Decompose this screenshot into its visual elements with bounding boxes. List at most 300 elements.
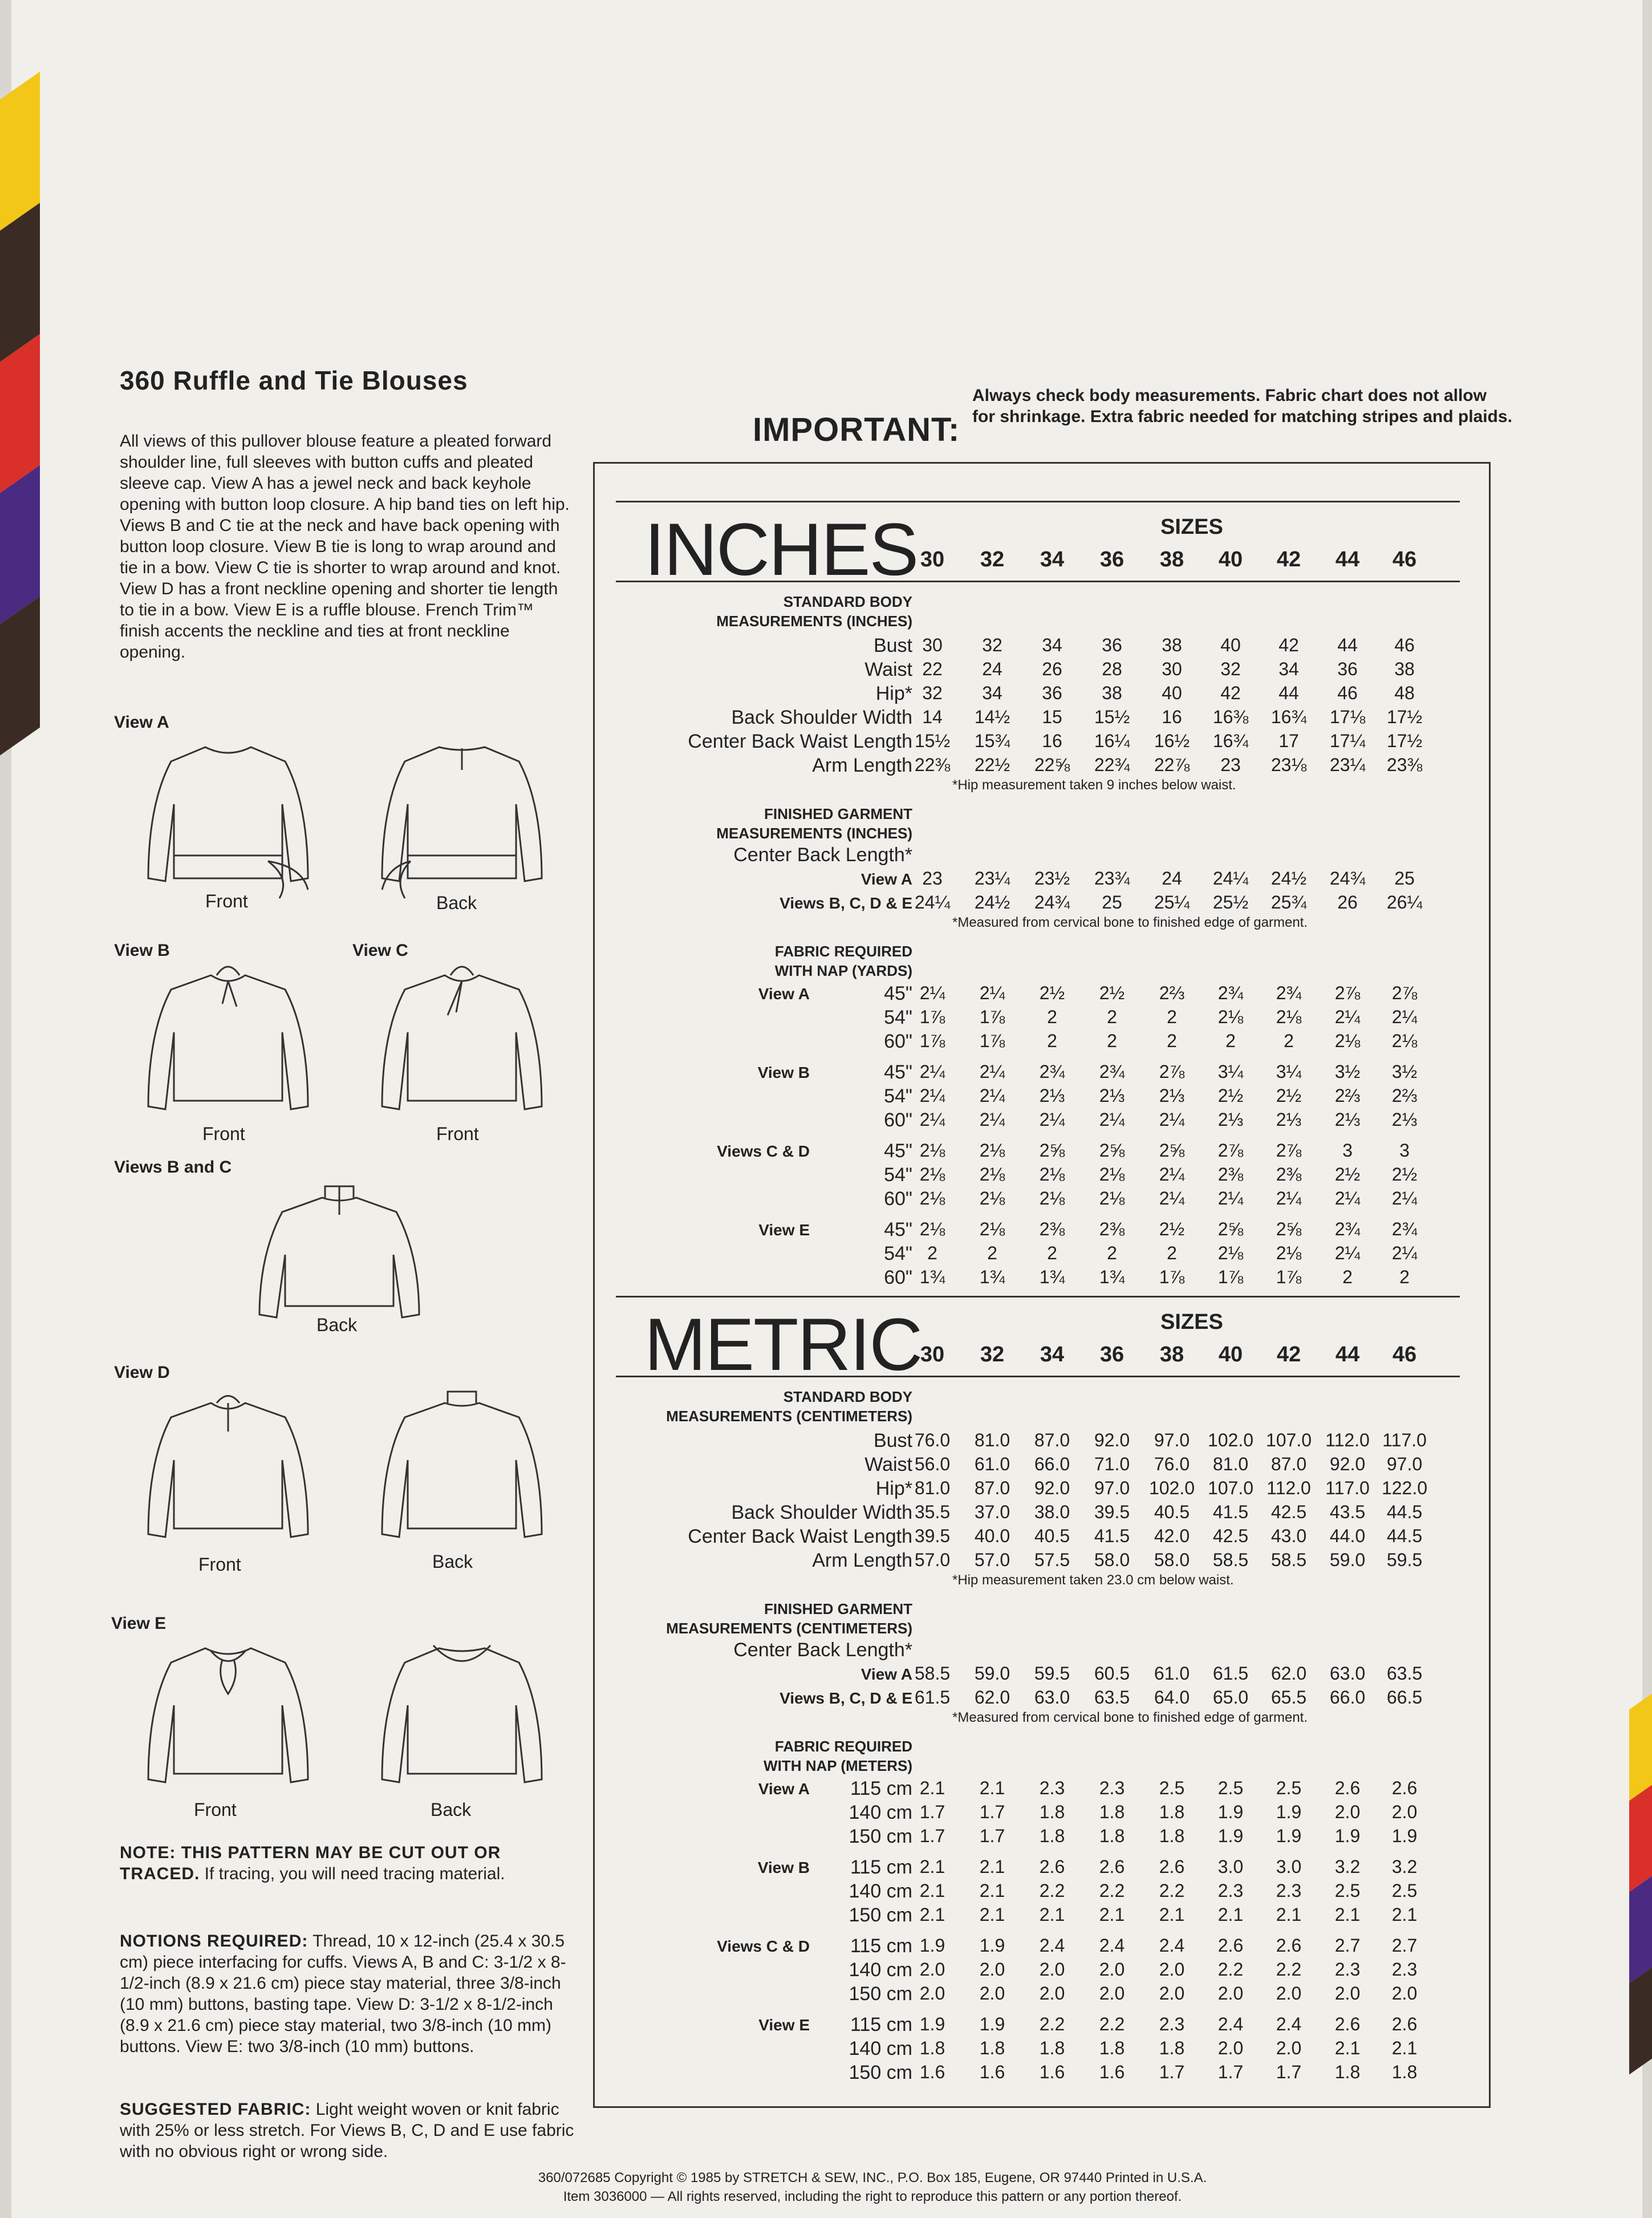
metric-fabric-cell: 2.7	[1391, 1935, 1418, 1956]
inches-size-46: 46	[1392, 548, 1417, 571]
metric-fabric-cell: 1.8	[1099, 1826, 1125, 1846]
metric-body-row-label: Center Back Waist Length	[688, 1526, 912, 1547]
metric-fabric-cell: 2.1	[1334, 2038, 1361, 2058]
inches-fabric-cell: 2¼	[1334, 1007, 1361, 1027]
inches-body-cell: 14½	[974, 707, 1010, 727]
inches-body-cell: 23⅜	[1386, 755, 1423, 775]
metric-fabric-cell: 2.2	[1099, 2014, 1125, 2034]
inches-fabric-cell: 2⅞	[1159, 1061, 1185, 1082]
inches-body-cell: 16¼	[1094, 731, 1130, 751]
inches-body-cell: 22⅝	[1034, 755, 1070, 775]
inches-fabric-cell: 2¼	[919, 1109, 945, 1130]
inches-finished-cell: 24½	[1271, 868, 1307, 889]
metric-size-36: 36	[1099, 1343, 1125, 1367]
inches-fabric-cell: 2⅛	[1039, 1164, 1065, 1185]
metric-finished-cell: 63.0	[1034, 1687, 1070, 1708]
inches-finished-cell: 24¾	[1034, 892, 1070, 913]
inches-finished-cell: 24¾	[1329, 868, 1366, 889]
metric-fabric-cell: 2.6	[1391, 2014, 1418, 2034]
inches-fabric-cell: 2½	[1276, 1085, 1302, 1106]
metric-fabric-cell: 1.8	[979, 2038, 1005, 2058]
inches-fabric-cell: 2⅜	[1217, 1164, 1244, 1185]
inches-fabric-cell: 2⅛	[1217, 1007, 1244, 1027]
inches-fabric-cell: 2¼	[1099, 1109, 1125, 1130]
view-b-front-sketch	[137, 958, 319, 1124]
metric-body-cell: 87.0	[1034, 1430, 1070, 1450]
inches-fabric-cell: 2⅛	[979, 1164, 1005, 1185]
inches-fabric-group-label: View B	[757, 1064, 810, 1081]
inches-body-cell: 23¼	[1329, 755, 1366, 775]
inches-fabric-cell: 2⅛	[919, 1219, 945, 1239]
metric-cbl-label: Center Back Length*	[733, 1639, 912, 1661]
metric-fabric-cell: 2.0	[1099, 1959, 1125, 1980]
inches-body-cell: 42	[1220, 683, 1241, 703]
metric-body-cell: 97.0	[1386, 1454, 1423, 1474]
inches-body-cell: 22	[922, 659, 943, 679]
metric-fabric-cell: 2.0	[1159, 1983, 1185, 2004]
metric-fabric-cell: 2.5	[1391, 1880, 1418, 1901]
inches-fabric-cell: 2¼	[1159, 1164, 1185, 1185]
metric-fabric-cell: 2.0	[1099, 1983, 1125, 2004]
metric-fabric-cell: 2.0	[1334, 1983, 1361, 2004]
inches-finished-cell: 23¼	[974, 868, 1010, 889]
inches-body-cell: 34	[982, 683, 1002, 703]
metric-body-cell: 66.0	[1034, 1454, 1070, 1474]
metric-body-cell: 112.0	[1267, 1478, 1311, 1498]
inches-fabric-cell: 2¼	[1039, 1109, 1065, 1130]
inches-fabric-cell: 1⅞	[979, 1031, 1005, 1051]
inches-body-cell: 34	[1042, 635, 1062, 655]
inches-body-row-label: Back Shoulder Width	[731, 707, 912, 728]
inches-fabric-cell: 2	[1167, 1031, 1177, 1051]
inches-body-cell: 14	[922, 707, 943, 727]
metric-fabric-cell: 1.8	[1039, 2038, 1065, 2058]
metric-body-cell: 59.5	[1386, 1550, 1423, 1570]
inches-fabric-cell: 3½	[1391, 1061, 1418, 1082]
metric-finished-cell: 59.5	[1034, 1663, 1070, 1684]
metric-fabric-cell: 1.7	[1217, 2062, 1244, 2082]
inches-fabric-cell: 2⅞	[1217, 1140, 1244, 1161]
inches-body-cell: 36	[1042, 683, 1062, 703]
inches-fabric-cell: 3¼	[1276, 1061, 1302, 1082]
metric-fabric-cell: 2.1	[919, 1778, 945, 1798]
metric-body-cell: 87.0	[1271, 1454, 1307, 1474]
metric-fabric-cell: 2.0	[1334, 1802, 1361, 1822]
inches-fabric-cell: 1¾	[1039, 1267, 1065, 1287]
metric-fabric-cell: 1.9	[1276, 1802, 1302, 1822]
metric-fabric-cell: 2.4	[1217, 2014, 1244, 2034]
metric-fabric-cell: 2.6	[1217, 1935, 1244, 1956]
metric-body-cell: 35.5	[914, 1502, 951, 1522]
view-d-back-caption: Back	[432, 1551, 473, 1572]
metric-fabric-cell: 1.7	[1159, 2062, 1185, 2082]
metric-body-cell: 40.5	[1154, 1502, 1190, 1522]
inches-finished-cell: 24	[1162, 868, 1182, 889]
inches-fabric-cell: 2	[927, 1243, 937, 1263]
tracing-note-head: NOTE: THIS PATTERN MAY BE CUT OUT OR TRACED.	[120, 1843, 501, 1883]
metric-fabric-width: 150 cm	[849, 2062, 912, 2083]
metric-fabric-cell: 1.7	[919, 1802, 945, 1822]
metric-body-cell: 58.0	[1094, 1550, 1130, 1570]
metric-size-38: 38	[1159, 1343, 1184, 1367]
inches-fabric-cell: 2⅛	[979, 1219, 1005, 1239]
metric-fabric-cell: 2.1	[1217, 1904, 1244, 1925]
inches-fabric-cell: 2⅛	[1217, 1243, 1244, 1263]
inches-body-cell: 22⅜	[914, 755, 951, 775]
metric-fabric-cell: 2.1	[1039, 1904, 1065, 1925]
inches-fabric-cell: 2	[1225, 1031, 1236, 1051]
metric-fabric-cell: 2.3	[1334, 1959, 1361, 1980]
view-e-front-caption: Front	[194, 1799, 237, 1820]
inches-fabric-cell: 2¾	[1276, 983, 1302, 1003]
inches-body-cell: 44	[1278, 683, 1299, 703]
metric-fabric-cell: 1.9	[979, 2014, 1005, 2034]
inches-fabric-cell: 2	[1167, 1007, 1177, 1027]
metric-fabric-cell: 2.6	[1334, 2014, 1361, 2034]
inches-body-cell: 15½	[1094, 707, 1130, 727]
inches-cervical-note: *Measured from cervical bone to finished edge of garment.	[952, 915, 1308, 930]
metric-body-cell: 92.0	[1094, 1430, 1130, 1450]
inches-fabric-cell: 2⅓	[1039, 1085, 1065, 1106]
metric-fabric-cell: 2.3	[1276, 1880, 1302, 1901]
metric-fabric-width: 140 cm	[849, 1959, 912, 1981]
metric-finished-cell: 63.0	[1329, 1663, 1366, 1684]
inches-fabric-cell: 1⅞	[1276, 1267, 1302, 1287]
inches-body-cell: 22¾	[1094, 755, 1130, 775]
metric-size-42: 42	[1276, 1343, 1301, 1367]
metric-finished-cell: 62.0	[1271, 1663, 1307, 1684]
view-c-label: View C	[352, 941, 408, 960]
metric-fabric-width: 115 cm	[850, 2014, 912, 2035]
inches-fabric-cell: 2⅝	[1276, 1219, 1302, 1239]
inches-body-cell: 22⅞	[1154, 755, 1190, 775]
metric-fabric-cell: 2.0	[1276, 2038, 1302, 2058]
metric-body-cell: 92.0	[1034, 1478, 1070, 1498]
inches-fabric-cell: 2⅜	[1099, 1219, 1125, 1239]
inches-finished-cell: 23	[922, 868, 943, 889]
inches-fabric-width: 60"	[884, 1109, 912, 1131]
metric-fabric-width: 150 cm	[849, 1826, 912, 1847]
metric-finished-cell: 64.0	[1154, 1687, 1190, 1708]
metric-body-cell: 76.0	[914, 1430, 951, 1450]
inches-fabric-cell: 1⅞	[919, 1031, 945, 1051]
inches-top-rule	[616, 501, 1460, 502]
metric-body-cell: 42.5	[1271, 1502, 1307, 1522]
inches-fabric-cell: 2⅓	[1159, 1085, 1185, 1106]
metric-finished-head: FINISHED GARMENT MEASUREMENTS (CENTIMETERS)	[666, 1600, 912, 1637]
inches-fabric-cell: 2⅛	[1334, 1031, 1361, 1051]
notions-required	[120, 1931, 576, 2057]
inches-fabric-cell: 2¼	[1334, 1188, 1361, 1209]
metric-fabric-cell: 2.1	[979, 1778, 1005, 1798]
inches-body-cell: 22½	[974, 755, 1010, 775]
metric-fabric-cell: 2.1	[1391, 1904, 1418, 1925]
inches-fabric-cell: 2⅝	[1039, 1140, 1065, 1161]
metric-fabric-cell: 2.4	[1099, 1935, 1125, 1956]
inches-finished-cell: 24½	[974, 892, 1010, 913]
metric-body-cell: 81.0	[1212, 1454, 1249, 1474]
metric-fabric-cell: 2.2	[1039, 1880, 1065, 1901]
tracing-note	[120, 1842, 576, 1884]
metric-fabric-cell: 2.3	[1217, 1880, 1244, 1901]
metric-fabric-cell: 2.1	[919, 1856, 945, 1877]
metric-fabric-cell: 2.3	[1391, 1959, 1418, 1980]
inches-fabric-cell: 2¼	[1159, 1109, 1185, 1130]
pattern-description: All views of this pullover blouse feature a pleated forward shoulder line, full sleeves with button cuffs and pleated sleeve cap. View A has a jewel neck and back keyhole opening with button loop closure. A hip band ties on left hip. Views B and C tie at the neck and have back opening with button loop closure. View B tie is long to wrap around and tie in a bow. View C tie is shorter to wrap around and knot. View D has a front neckline opening and shorter tie length to tie in a bow. View E is a ruffle blouse. French Trim™ finish accents the neckline and ties at front neckline opening.	[120, 432, 570, 662]
inches-fabric-cell: 2½	[1334, 1164, 1361, 1185]
metric-finished-cell: 66.5	[1386, 1687, 1423, 1708]
metric-fabric-cell: 1.8	[1099, 1802, 1125, 1822]
inches-body-cell: 40	[1220, 635, 1241, 655]
inches-body-cell: 23	[1220, 755, 1241, 775]
metric-body-cell: 81.0	[974, 1430, 1010, 1450]
inches-finished-cell: 25¾	[1271, 892, 1307, 913]
inches-fabric-cell: 3	[1399, 1140, 1410, 1161]
inches-body-head: STANDARD BODY MEASUREMENTS (INCHES)	[716, 593, 912, 630]
inches-fabric-cell: 2⅛	[919, 1140, 945, 1161]
metric-body-cell: 58.0	[1154, 1550, 1190, 1570]
inches-body-cell: 38	[1102, 683, 1122, 703]
metric-fabric-cell: 2.1	[979, 1856, 1005, 1877]
inches-fabric-group-label: View E	[758, 1221, 810, 1239]
metric-cervical-note: *Measured from cervical bone to finished edge of garment.	[952, 1710, 1308, 1725]
metric-fabric-cell: 1.7	[1276, 2062, 1302, 2082]
metric-fabric-group-label: View B	[757, 1859, 810, 1876]
inches-body-row-label: Waist	[864, 659, 912, 680]
inches-fabric-cell: 2¼	[1391, 1188, 1418, 1209]
metric-body-cell: 57.0	[914, 1550, 951, 1570]
metric-body-row-label: Bust	[873, 1430, 912, 1451]
inches-fabric-cell: 2¼	[979, 1085, 1005, 1106]
metric-fabric-cell: 2.2	[1217, 1959, 1244, 1980]
inches-size-44: 44	[1335, 548, 1360, 571]
metric-fabric-cell: 1.8	[1159, 1826, 1185, 1846]
metric-sizes-label: SIZES	[1160, 1310, 1223, 1334]
inches-body-cell: 30	[922, 635, 943, 655]
metric-fabric-cell: 2.0	[1391, 1983, 1418, 2004]
metric-body-cell: 81.0	[914, 1478, 951, 1498]
inches-body-cell: 30	[1162, 659, 1182, 679]
pattern-title: 360 Ruffle and Tie Blouses	[120, 366, 468, 395]
metric-fabric-cell: 1.7	[979, 1826, 1005, 1846]
view-a-back-caption: Back	[436, 893, 477, 913]
metric-fabric-cell: 2.0	[1159, 1959, 1185, 1980]
metric-fabric-cell: 1.9	[919, 1935, 945, 1956]
metric-fabric-width: 115 cm	[850, 1856, 912, 1878]
inches-hip-note: *Hip measurement taken 9 inches below waist.	[952, 777, 1236, 793]
metric-fabric-width: 140 cm	[849, 1802, 912, 1823]
metric-fabric-cell: 1.9	[919, 2014, 945, 2034]
metric-finished-cell: 60.5	[1094, 1663, 1130, 1684]
metric-fabric-group-label: View A	[758, 1780, 810, 1798]
inches-fabric-cell: 2½	[1039, 983, 1065, 1003]
inches-body-cell: 36	[1337, 659, 1358, 679]
inches-fabric-group-label: Views C & D	[717, 1142, 810, 1160]
metric-body-cell: 39.5	[914, 1526, 951, 1546]
metric-fabric-cell: 2.0	[1391, 1802, 1418, 1822]
metric-fabric-cell: 1.8	[1334, 2062, 1361, 2082]
metric-finished-cell: 59.0	[974, 1663, 1010, 1684]
metric-fabric-cell: 1.7	[919, 1826, 945, 1846]
inches-body-cell: 16¾	[1271, 707, 1307, 727]
view-a-front-caption: Front	[205, 891, 248, 911]
notions-body: Thread, 10 x 12-inch (25.4 x 30.5 cm) piece interfacing for cuffs. Views A, B and C: 3-1/2 x 8-1/2-inch (8.9 x 21.6 cm) piece stay material, three 3/8-inch (10 mm) buttons, basting tape. View D: 3-1/2 x 8-1/2-inch (8.9 x 21.6 cm) piece stay material, two 3/8-inch (10 mm) buttons. View E: two 3/8-inch (10 mm) buttons.	[120, 1932, 566, 2056]
inches-fabric-cell: 2⅛	[979, 1188, 1005, 1209]
inches-body-cell: 26	[1042, 659, 1062, 679]
metric-size-34: 34	[1040, 1343, 1065, 1367]
inches-fabric-width: 45"	[884, 1061, 912, 1083]
metric-fabric-cell: 2.5	[1334, 1880, 1361, 1901]
metric-finished-cell: 58.5	[914, 1663, 951, 1684]
metric-body-cell: 43.5	[1329, 1502, 1366, 1522]
metric-fabric-cell: 1.8	[1159, 1802, 1185, 1822]
metric-fabric-cell: 1.9	[1391, 1826, 1418, 1846]
metric-body-cell: 107.0	[1207, 1478, 1254, 1498]
inches-fabric-cell: 3½	[1334, 1061, 1361, 1082]
metric-fabric-cell: 1.9	[1217, 1826, 1244, 1846]
inches-fabric-cell: 2⅓	[1276, 1109, 1302, 1130]
inches-fabric-cell: 2¼	[1276, 1188, 1302, 1209]
metric-finished-cell: 62.0	[974, 1687, 1010, 1708]
inches-fabric-cell: 2	[987, 1243, 997, 1263]
inches-body-cell: 38	[1394, 659, 1415, 679]
inches-fabric-cell: 2¾	[1099, 1061, 1125, 1082]
inches-fabric-cell: 2⅛	[1099, 1164, 1125, 1185]
inches-fabric-cell: 2½	[1391, 1164, 1418, 1185]
inches-fabric-cell: 2⅜	[1276, 1164, 1302, 1185]
inches-fabric-cell: 2¾	[1217, 983, 1244, 1003]
view-d-front-caption: Front	[198, 1554, 241, 1575]
inches-finished-cell: 26	[1337, 892, 1358, 913]
metric-body-cell: 40.5	[1034, 1526, 1070, 1546]
inches-fabric-cell: 2¼	[979, 1109, 1005, 1130]
metric-fabric-cell: 2.1	[1391, 2038, 1418, 2058]
inches-fabric-cell: 2⅔	[1391, 1085, 1418, 1106]
views-bc-back-caption: Back	[316, 1315, 358, 1335]
metric-fabric-cell: 2.6	[1334, 1778, 1361, 1798]
metric-body-cell: 59.0	[1329, 1550, 1366, 1570]
metric-fabric-head: FABRIC REQUIRED WITH NAP (METERS)	[764, 1738, 912, 1774]
view-a-front-sketch	[137, 736, 319, 901]
metric-fabric-cell: 2.0	[1039, 1983, 1065, 2004]
inches-body-cell: 17¼	[1329, 731, 1366, 751]
metric-finished-row-label: Views B, C, D & E	[780, 1689, 912, 1707]
metric-finished-cell: 65.5	[1271, 1687, 1307, 1708]
view-e-front-sketch	[137, 1631, 319, 1797]
metric-fabric-cell: 1.8	[1039, 1826, 1065, 1846]
metric-fabric-cell: 2.1	[1159, 1904, 1185, 1925]
metric-fabric-cell: 2.4	[1039, 1935, 1065, 1956]
inches-body-cell: 32	[922, 683, 943, 703]
metric-body-cell: 42.5	[1212, 1526, 1249, 1546]
metric-body-cell: 102.0	[1148, 1478, 1195, 1498]
inches-fabric-width: 54"	[884, 1007, 912, 1028]
metric-body-head: STANDARD BODY MEASUREMENTS (CENTIMETERS)	[666, 1388, 912, 1425]
metric-fabric-cell: 2.0	[1039, 1959, 1065, 1980]
metric-body-cell: 112.0	[1325, 1430, 1370, 1450]
metric-body-row-label: Back Shoulder Width	[731, 1502, 912, 1523]
metric-body-cell: 38.0	[1034, 1502, 1070, 1522]
metric-body-cell: 41.5	[1212, 1502, 1249, 1522]
inches-sizes-label: SIZES	[1160, 515, 1223, 539]
metric-body-cell: 57.0	[974, 1550, 1010, 1570]
inches-finished-cell: 24¼	[914, 892, 951, 913]
inches-finished-cell: 26¼	[1386, 892, 1423, 913]
inches-fabric-cell: 2¼	[919, 983, 945, 1003]
view-d-front-sketch	[137, 1386, 319, 1551]
inches-fabric-cell: 2	[1399, 1267, 1410, 1287]
right-color-stripes	[1629, 1700, 1652, 2099]
metric-body-cell: 92.0	[1329, 1454, 1366, 1474]
inches-finished-cell: 25½	[1212, 892, 1249, 913]
inches-fabric-cell: 2⅞	[1391, 983, 1418, 1003]
metric-fabric-width: 115 cm	[850, 1778, 912, 1799]
inches-size-38: 38	[1159, 548, 1184, 571]
metric-fabric-cell: 2.1	[979, 1880, 1005, 1901]
inches-fabric-cell: 1⅞	[979, 1007, 1005, 1027]
inches-fabric-cell: 2	[1047, 1007, 1057, 1027]
inches-fabric-cell: 2¼	[1391, 1243, 1418, 1263]
metric-size-32: 32	[980, 1343, 1005, 1367]
inches-body-cell: 16	[1162, 707, 1182, 727]
inches-fabric-cell: 2⅝	[1217, 1219, 1244, 1239]
metric-body-cell: 44.0	[1329, 1526, 1366, 1546]
inches-fabric-cell: 2⅓	[1334, 1109, 1361, 1130]
inches-fabric-head: FABRIC REQUIRED WITH NAP (YARDS)	[774, 943, 912, 979]
inches-body-cell: 16	[1042, 731, 1062, 751]
important-text: Always check body measurements. Fabric chart does not allow for shrinkage. Extra fabric needed for matching stripes and plaids.	[972, 386, 1512, 426]
inches-fabric-width: 60"	[884, 1188, 912, 1210]
inches-fabric-cell: 2¼	[919, 1061, 945, 1082]
metric-fabric-cell: 1.8	[1391, 2062, 1418, 2082]
inches-fabric-cell: 2⅝	[1099, 1140, 1125, 1161]
metric-fabric-width: 140 cm	[849, 1880, 912, 1902]
metric-fabric-cell: 1.9	[1276, 1826, 1302, 1846]
metric-top-rule	[616, 1296, 1460, 1297]
metric-size-40: 40	[1218, 1343, 1243, 1367]
inches-size-34: 34	[1040, 548, 1065, 571]
view-c-front-caption: Front	[436, 1124, 479, 1144]
views-bc-label: Views B and C	[114, 1158, 232, 1177]
inches-fabric-cell: 2⅛	[919, 1164, 945, 1185]
inches-fabric-width: 54"	[884, 1164, 912, 1186]
metric-fabric-cell: 2.1	[979, 1904, 1005, 1925]
metric-fabric-cell: 1.6	[919, 2062, 945, 2082]
metric-fabric-cell: 1.6	[979, 2062, 1005, 2082]
metric-body-row-label: Hip*	[875, 1478, 912, 1499]
metric-body-row-label: Waist	[864, 1454, 912, 1475]
inches-fabric-cell: 2⅔	[1159, 983, 1185, 1003]
inches-fabric-width: 54"	[884, 1085, 912, 1107]
metric-fabric-cell: 1.7	[979, 1802, 1005, 1822]
notions-head: NOTIONS REQUIRED:	[120, 1932, 309, 1951]
metric-body-cell: 42.0	[1154, 1526, 1190, 1546]
inches-cbl-label: Center Back Length*	[733, 844, 912, 866]
metric-size-44: 44	[1335, 1343, 1360, 1367]
metric-fabric-cell: 1.6	[1099, 2062, 1125, 2082]
inches-body-cell: 36	[1102, 635, 1122, 655]
inches-fabric-group-label: View A	[758, 985, 810, 1003]
metric-fabric-cell: 2.0	[1217, 2038, 1244, 2058]
inches-fabric-width: 60"	[884, 1031, 912, 1052]
metric-fabric-cell: 3.2	[1391, 1856, 1418, 1877]
metric-body-cell: 117.0	[1325, 1478, 1370, 1498]
inches-fabric-cell: 2½	[1217, 1085, 1244, 1106]
inches-fabric-cell: 2⅜	[1039, 1219, 1065, 1239]
inches-fabric-cell: 2	[1047, 1031, 1057, 1051]
view-a-label: View A	[114, 713, 169, 732]
inches-fabric-width: 60"	[884, 1267, 912, 1288]
